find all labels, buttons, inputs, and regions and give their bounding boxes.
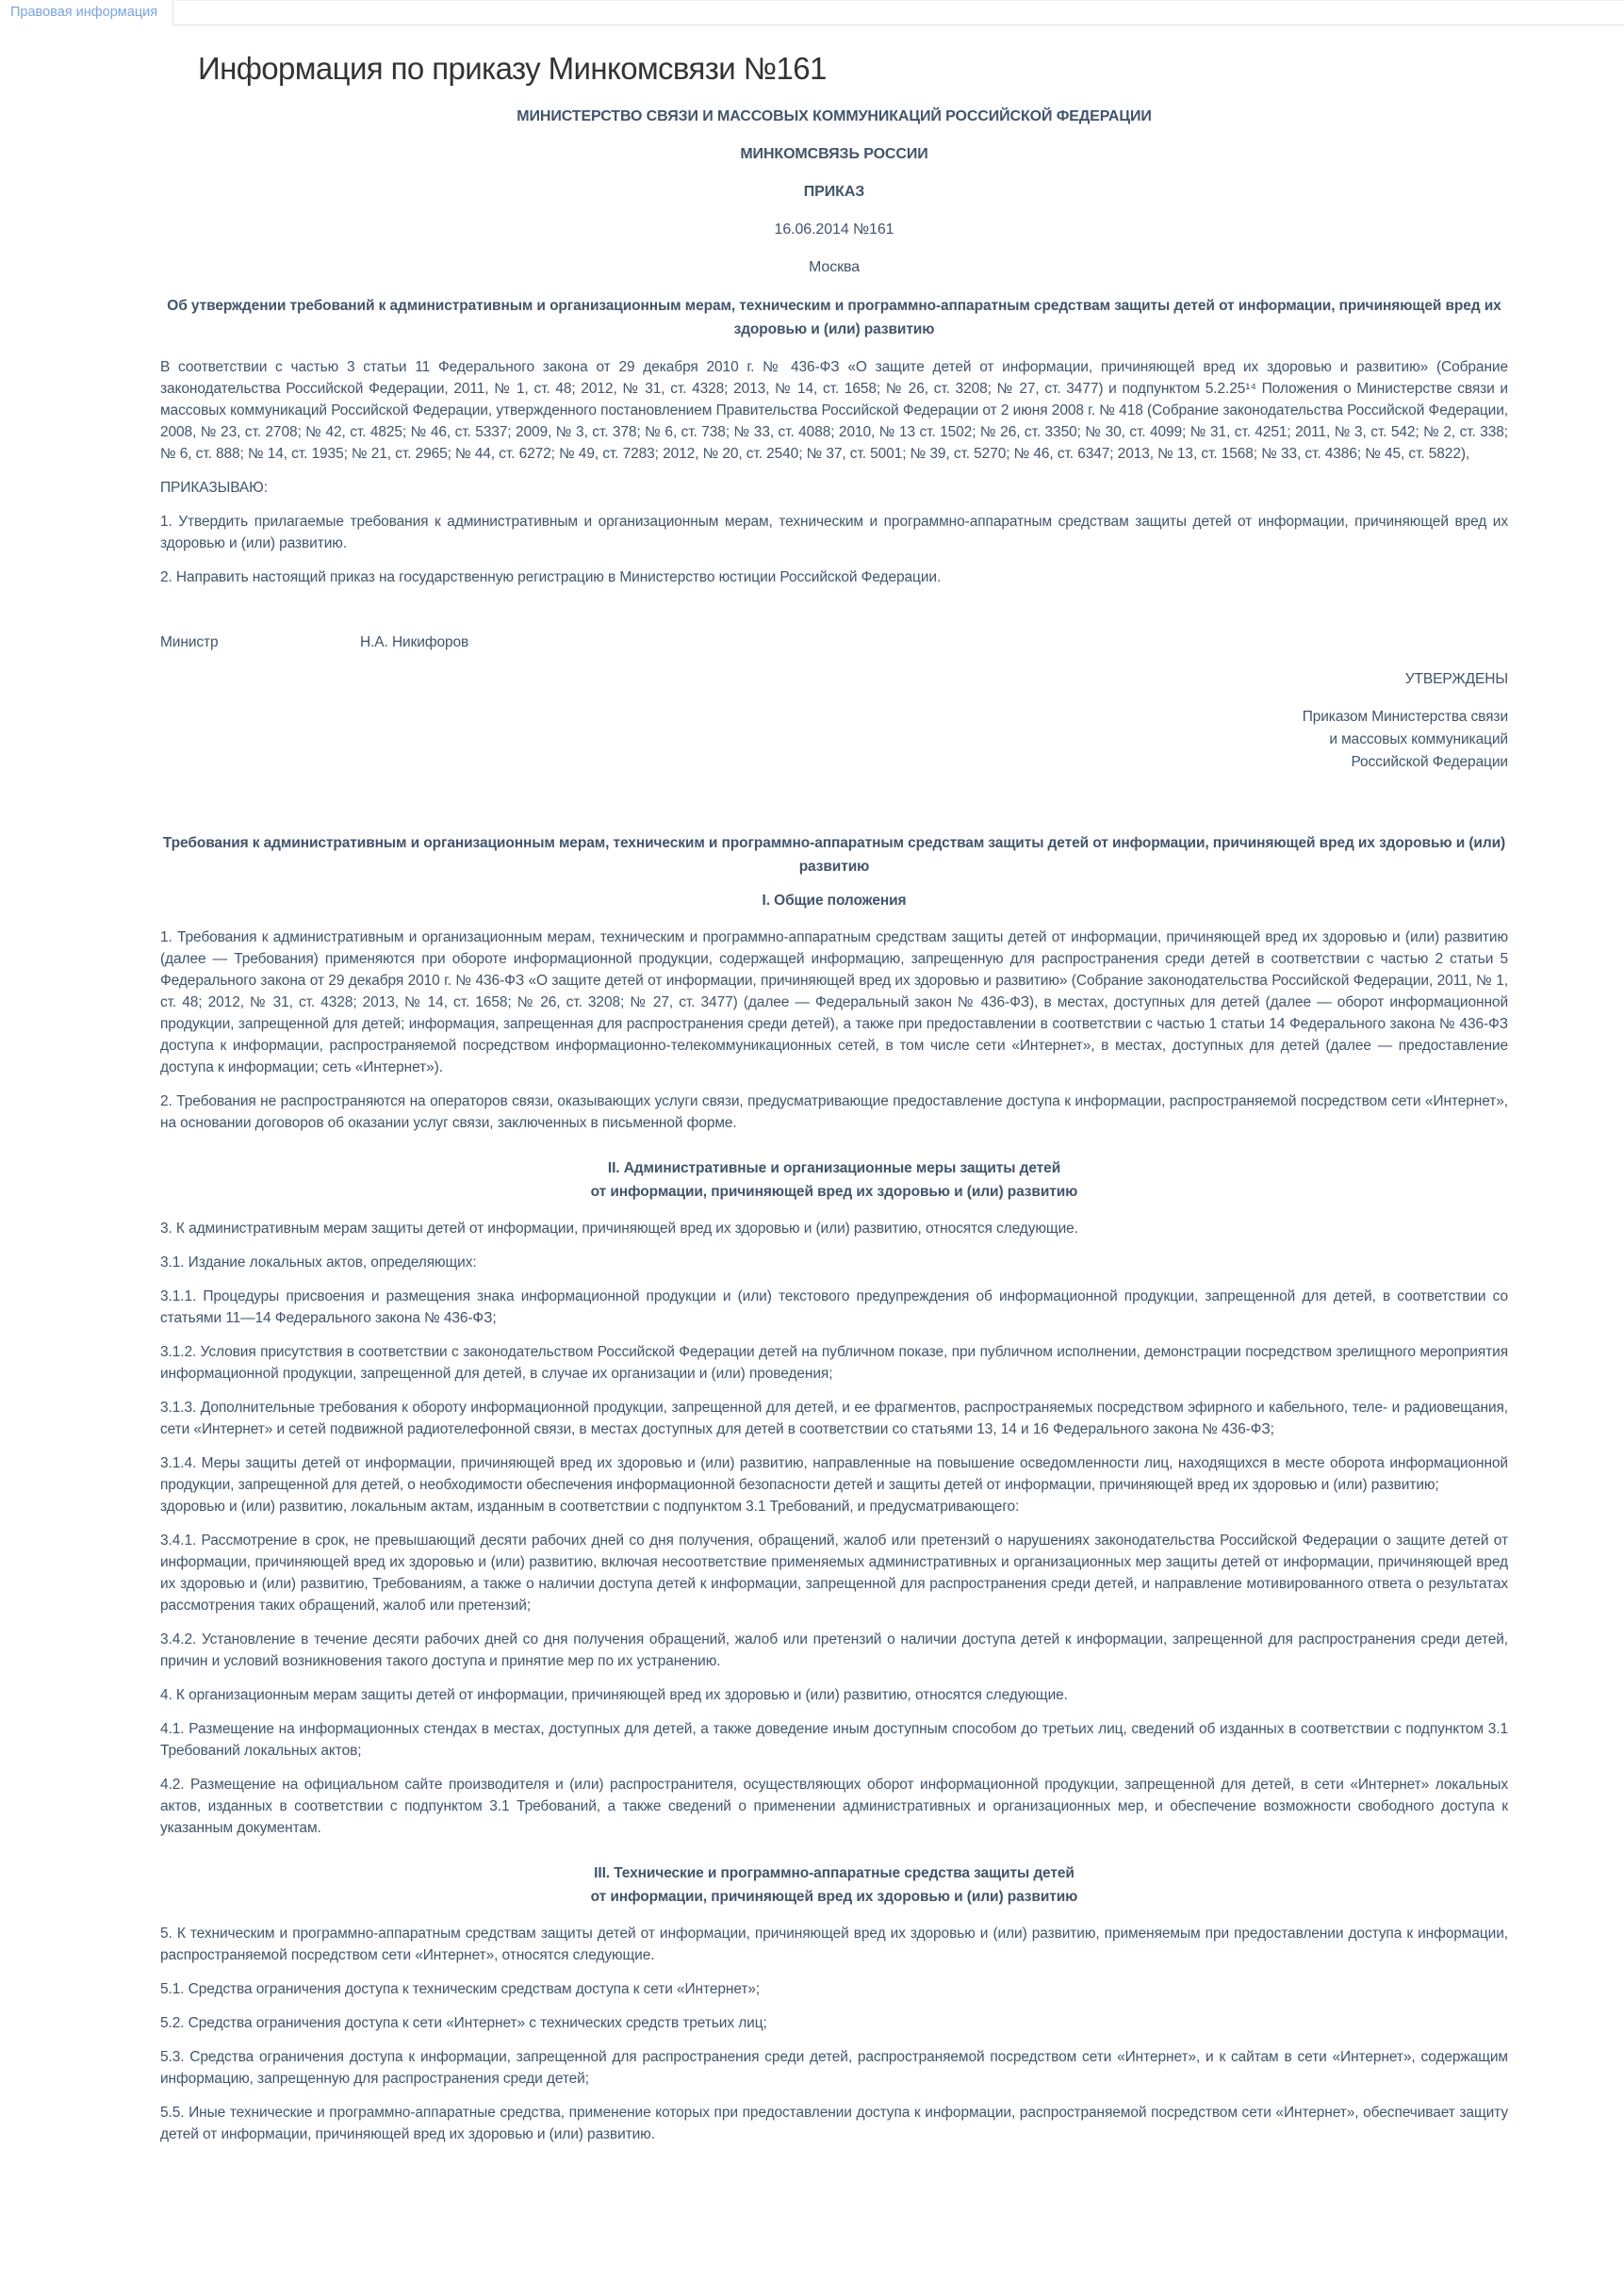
clause-5-2: 5.2. Средства ограничения доступа к сети «Интернет» с технических средств третьих лиц; [160, 2015, 767, 2031]
signature-name: Н.А. Никифоров [360, 634, 469, 650]
clause-3-1-2: 3.1.2. Условия присутствия в соответствии с законодательством Российской Федерации детей на публичном показе, при публичном исполнении, демонстрации посредством зрелищного мероприятия информационной продукции, запрещенной для детей, в случае их организации и (или) проведения; [160, 1344, 1508, 1382]
clause-3-4-1: 3.4.1. Рассмотрение в срок, не превышающий десяти рабочих дней со дня получения, обращений, жалоб или претензий о нарушениях законодательства Российской Федерации о защите детей от информации, причиняющей вред их здоровью и (или) развитию, включая несоответствие применяемых административных и организационных мер защиты детей от информации, причиняющей вред их здоровью и (или) развитию, Требованиям, а также о наличии доступа детей к информации, запрещенной для распространения среди детей, и направление мотивированного ответа о результатах рассмотрения таких обращений, жалоб или претензий; [160, 1533, 1508, 1614]
doc-header-city: Москва [808, 259, 861, 275]
doc-header-date-number: 16.06.2014 №161 [774, 221, 894, 238]
clause-2: 2. Требования не распространяются на операторов связи, оказывающих услуги связи, предусматривающие предоставление доступа к информации, распространяемой посредством сети «Интернет», на основании договоров об оказании услуг связи, заключенных в письменной форме. [160, 1093, 1508, 1131]
doc-subject: Об утверждении требований к административным и организационным мерам, техническим и программно-аппаратным средствам защиты детей от информации, причиняющей вред их здоровью и (или) развитию [167, 298, 1501, 337]
section-1-heading: I. Общие положения [762, 893, 907, 909]
clause-5-5: 5.5. Иные технические и программно-аппаратные средства, применение которых при предоставлении доступа к информации, распространяемой посредством сети «Интернет», обеспечивает защиту детей от информации, причиняющей вред их здоровью и (или) развитию. [160, 2105, 1508, 2142]
tab-bar [0, 0, 1624, 25]
section-3-heading-line-2: от информации, причиняющей вред их здоровью и (или) развитию [590, 1889, 1078, 1905]
order-item-1: 1. Утвердить прилагаемые требования к административным и организационным мерам, техническим и программно-аппаратным средствам защиты детей от информации, причиняющей вред их здоровью и (или) развитию. [160, 514, 1508, 551]
document-body [0, 106, 1624, 2145]
section-2-heading [160, 1156, 1508, 1204]
clause-3-1-3: 3.1.3. Дополнительные требования к обороту информационной продукции, запрещенной для детей, и ее фрагментов, распространяемых посредством эфирного и кабельного, теле- и радиовещания, сети «Интернет» и сетей подвижной радиотелефонной связи, в местах доступных для детей в соответствии со статьями 13, 14 и 16 Федерального закона № 436-ФЗ; [160, 1400, 1508, 1437]
approved-title: УТВЕРЖДЕНЫ [1404, 671, 1508, 687]
doc-header-agency: МИНКОМСВЯЗЬ РОССИИ [740, 146, 928, 162]
section-3-heading [160, 1861, 1508, 1909]
requirements-title: Требования к административным и организационным мерам, техническим и программно-аппаратным средствам защиты детей от информации, причиняющей вред их здоровью и (или) развитию [162, 835, 1506, 875]
order-word: ПРИКАЗЫВАЮ: [160, 480, 268, 496]
signature-row [160, 631, 1508, 653]
clause-4: 4. К организационным мерам защиты детей от информации, причиняющей вред их здоровью и (или) развитию, относятся следующие. [160, 1687, 1068, 1703]
clause-3-1-4: 3.1.4. Меры защиты детей от информации, причиняющей вред их здоровью и (или) развитию, направленные на повышение осведомленности лиц, находящихся в месте оборота информационной продукции, запрещенной для детей, о необходимости обеспечения информационной безопасности детей и защиты детей от информации, причиняющей вред их здоровью и (или) развитию; [160, 1455, 1508, 1493]
clause-3-4-intro: здоровью и (или) развитию, локальным актам, изданным в соответствии с подпунктом 3.1 Требований, и предусматривающего: [160, 1499, 1020, 1515]
approved-line-3: Российской Федерации [1351, 754, 1508, 770]
doc-header-ministry: МИНИСТЕРСТВО СВЯЗИ И МАССОВЫХ КОММУНИКАЦИЙ РОССИЙСКОЙ ФЕДЕРАЦИИ [517, 108, 1152, 124]
clause-5-3: 5.3. Средства ограничения доступа к информации, запрещенной для распространения среди детей, распространяемой посредством сети «Интернет», и к сайтам в сети «Интернет», содержащим информацию, запрещенную для распространения среди детей; [160, 2049, 1508, 2087]
section-2-heading-line-1: II. Административные и организационные меры защиты детей [607, 1160, 1061, 1176]
clause-4-1: 4.1. Размещение на информационных стендах в местах, доступных для детей, а также доведение иным доступным способом до третьих лиц, сведений об изданных в соответствии с подпунктом 3.1 Требований локальных актов; [160, 1721, 1508, 1759]
preamble: В соответствии с частью 3 статьи 11 Федерального закона от 29 декабря 2010 г. № 436-ФЗ «О защите детей от информации, причиняющей вред их здоровью и развитию» (Собрание законодательства Российской Федерации, 2011, № 1, ст. 48; 2012, № 31, ст. 4328; 2013, № 14, ст. 1658; № 26, ст. 3208; № 27, ст. 3477) и подпунктом 5.2.25¹⁴ Положения о Министерстве связи и массовых коммуникаций Российской Федерации, утвержденного постановлением Правительства Российской Федерации от 2 июня 2008 г. № 418 (Собрание законодательства Российской Федерации, 2008, № 23, ст. 2708; № 42, ст. 4825; № 46, ст. 5337; 2009, № 3, ст. 378; № 6, ст. 738; № 33, ст. 4088; 2010, № 13 ст. 1502; № 26, ст. 3350; № 30, ст. 4099; № 31, ст. 4251; 2011, № 3, ст. 542; № 2, ст. 338; № 6, ст. 888; № 14, ст. 1935; № 21, ст. 2965; № 44, ст. 6272; № 49, ст. 7283; 2012, № 20, ст. 2540; № 37, ст. 5001; № 39, ст. 5270; № 46, ст. 6347; 2013, № 13, ст. 1568; № 33, ст. 4386; № 45, ст. 5822), [160, 359, 1508, 462]
section-3-heading-line-1: III. Технические и программно-аппаратные средства защиты детей [594, 1865, 1074, 1881]
tab-legal-information-label: Правовая информация [10, 5, 158, 20]
clause-3: 3. К административным мерам защиты детей от информации, причиняющей вред их здоровью и (или) развитию, относятся следующие. [160, 1221, 1078, 1237]
clause-3-1: 3.1. Издание локальных актов, определяющих: [160, 1254, 477, 1271]
clause-3-1-1: 3.1.1. Процедуры присвоения и размещения знака информационной продукции и (или) текстового предупреждения об информационной продукции, запрещенной для детей, в соответствии со статьями 11—14 Федерального закона № 436-ФЗ; [160, 1288, 1508, 1326]
doc-header-order-word: ПРИКАЗ [803, 184, 865, 200]
signature-position: Министр [160, 634, 219, 650]
tab-legal-information[interactable] [0, 0, 173, 25]
clause-5: 5. К техническим и программно-аппаратным средствам защиты детей от информации, причиняющей вред их здоровью и (или) развитию, применяемым при предоставлении доступа к информации, распространяемой посредством сети «Интернет», относятся следующие. [160, 1926, 1508, 1963]
section-2-heading-line-2: от информации, причиняющей вред их здоровью и (или) развитию [590, 1184, 1078, 1200]
clause-5-1: 5.1. Средства ограничения доступа к техническим средствам доступа к сети «Интернет»; [160, 1981, 761, 1997]
approved-block [160, 668, 1508, 773]
page-title: Информация по приказу Минкомсвязи №161 [198, 51, 827, 86]
approved-line-2: и массовых коммуникаций [1329, 731, 1508, 747]
order-item-2: 2. Направить настоящий приказ на государственную регистрацию в Министерство юстиции Российской Федерации. [160, 569, 942, 585]
clause-3-4-2: 3.4.2. Установление в течение десяти рабочих дней со дня получения обращений, жалоб или претензий о наличии доступа детей к информации, запрещенной для распространения среди детей, причин и условий возникновения такого доступа и принятие мер по их устранению. [160, 1631, 1508, 1669]
approved-line-1: Приказом Министерства связи [1302, 709, 1508, 725]
clause-4-2: 4.2. Размещение на официальном сайте производителя и (или) распространителя, осуществляющих оборот информационной продукции, запрещенной для детей, в сети «Интернет» локальных актов, изданных в соответствии с подпунктом 3.1 Требований, а также сведений о применении административных и организационных мер, и обеспечение возможности свободного доступа к указанным документам. [160, 1777, 1508, 1836]
clause-1: 1. Требования к административным и организационным мерам, техническим и программно-аппаратным средствам защиты детей от информации, причиняющей вред их здоровью и (или) развитию (далее — Требования) применяются при обороте информационной продукции, содержащей информацию, запрещенную для распространения среди детей в соответствии с частью 2 статьи 5 Федерального закона от 29 декабря 2010 г. № 436-ФЗ «О защите детей от информации, причиняющей вред их здоровью и развитию» (Собрание законодательства Российской Федерации, 2011, № 1, ст. 48; 2012, № 31, ст. 4328; 2013, № 14, ст. 1658; № 26, ст. 3208; № 27, ст. 3477) (далее — Федеральный закон № 436-ФЗ), в местах, доступных для детей (далее — оборот информационной продукции, запрещенной для детей; информация, запрещенная для распространения среди детей), а также при предоставлении в соответствии с частью 1 статьи 14 Федерального закона № 436-ФЗ доступа к информации, распространяемой посредством информационно-телекоммуникационных сетей, в том числе сети «Интернет», в местах, доступных для детей (далее — предоставление доступа к информации; сеть «Интернет»). [160, 929, 1508, 1075]
